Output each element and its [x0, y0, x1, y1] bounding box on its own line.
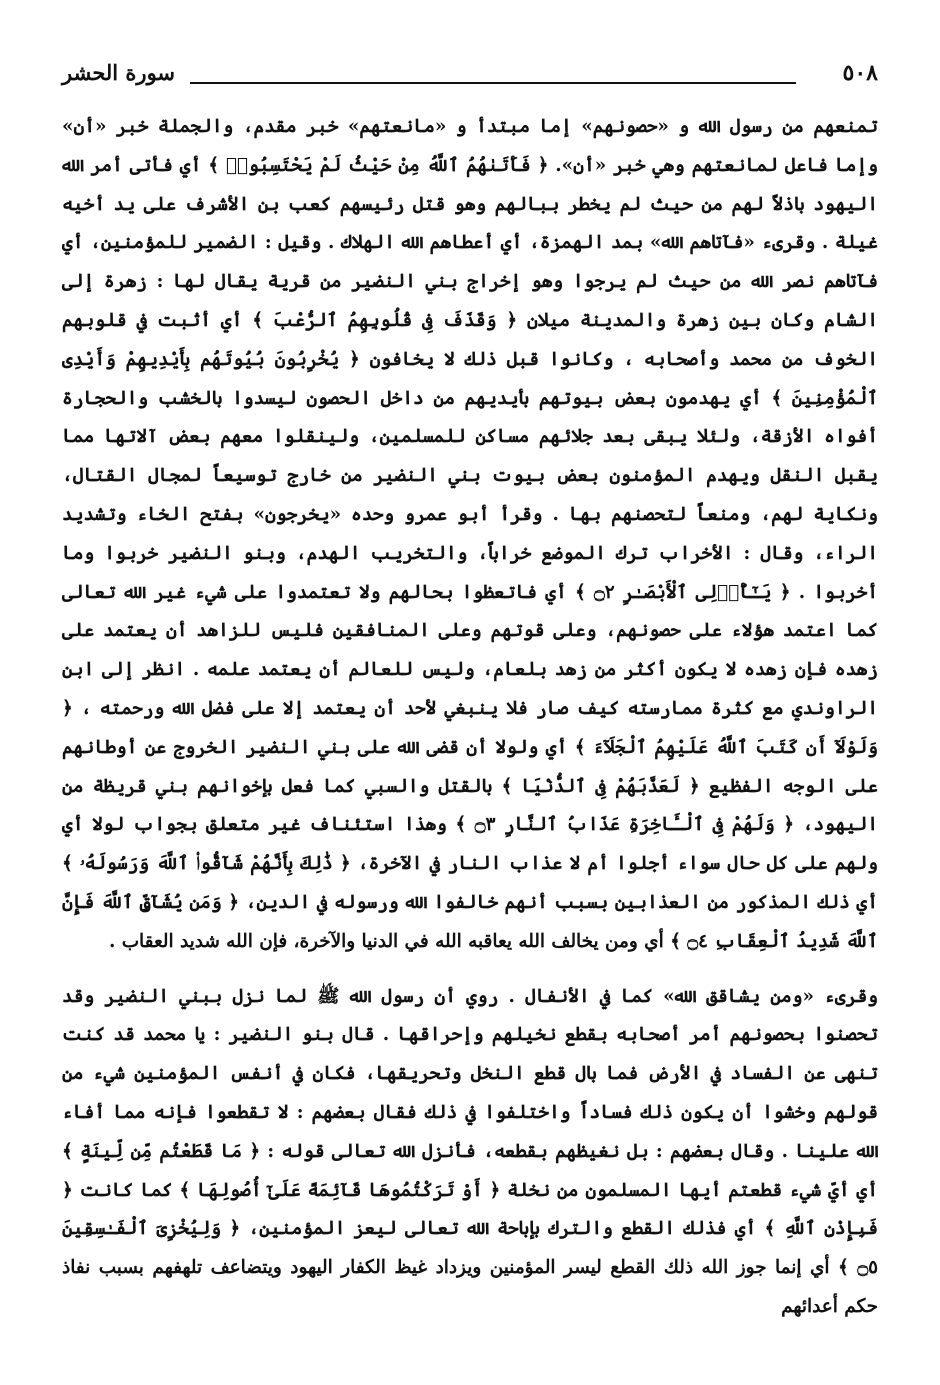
page-number: ٥٠٨	[842, 60, 878, 86]
header-rule	[190, 82, 796, 84]
page-body	[62, 108, 878, 1327]
paragraph-2: وقرىء «ومن يشاقق الله» كما في الأنفال . روي أن رسول الله ﷺ لما نزل ببني النضير وقد تحصنوا بحصونهم أمر أصحابه بقطع نخيلهم وإحراقها . قال بنو النضير : يا محمد قد كنت تنهى عن الفساد في الأرض فما بال قطع النخل وتحريقها، فكان في أنفس المؤمنين شيء من قولهم وخشوا أن يكون ذلك فساداً واختلفوا في ذلك فقال بعضهم : لا تقطعوا فإنه مما أفاء الله علينا . وقال بعضهم : بل نغيظهم بقطعه، فأنزل الله تعالى قوله : ﴿ مَا قَطَعْتُم مِّن لِّينَةٍ ﴾ أي أيّ شيء قطعتم أيها المسلمون من نخلة ﴿ أَوْ تَرَكْتُمُوهَا قَآئِمَةً عَلَىٰٓ أُصُولِهَا ﴾ كما كانت ﴿ فَبِإِذْنِ ٱللَّهِ ﴾ أي فذلك القطع والترك بإباحة الله تعالى ليعز المؤمنين، ﴿ وَلِيُخْزِىَ ٱلْفَـٰسِقِينَ ۝٥ ﴾ أي إنما جوز الله ذلك القطع ليسر المؤمنين ويزداد غيظ الكفار اليهود ويتضاعف تلهفهم بسبب نفاذ حكم أعدائهم	[62, 985, 878, 1317]
surah-name: سورة الحشر	[62, 60, 176, 85]
paragraph-1: تمنعهم من رسول الله و «حصونهم» إما مبتدأ و «مانعتهم» خبر مقدم، والجملة خبر «أن» وإما فاعل لمانعتهم وهي خبر «أن». ﴿ فَأَتَىٰهُمُ ٱللَّهُ مِنْ حَيْثُ لَمْ يَحْتَسِبُوا۟ ﴾ أي فأتى أمر الله اليهود باذلاً لهم من حيث لم يخطر ببالهم وهو قتل رئيسهم كعب بن الأشرف على يد أخيه غيلة . وقرىء «فآتاهم الله» بمد الهمزة، أي أعطاهم الله الهلاك . وقيل : الضمير للمؤمنين، أي فآتاهم نصر الله من حيث لم يرجوا وهو إخراج بني النضير من قرية يقال لها : زهرة إلى الشام وكان بين زهرة والمدينة ميلان ﴿ وَقَذَفَ فِى قُلُوبِهِمُ ٱلرُّعْبَ ﴾ أي أثبت في قلوبهم الخوف من محمد وأصحابه ، وكانوا قبل ذلك لا يخافون ﴿ يُخْرِبُونَ بُيُوتَهُم بِأَيْدِيهِمْ وَأَيْدِى ٱلْمُؤْمِنِينَ ﴾ أي يهدمون بعض بيوتهم بأيديهم من داخل الحصون ليسدوا بالخشب والحجارة أفواه الأزقة، ولئلا يبقى بعد جلائهم مساكن للمسلمين، ولينقلوا معهم بعض آلاتها مما يقبل النقل ويهدم المؤمنون بعض بيوت بني النضير من خارج توسيعاً لمجال القتال، ونكاية لهم، ومنعاً لتحصنهم بها . وقرأ أبو عمرو وحده «يخرجون» بفتح الخاء وتشديد الراء، وقال : الأخراب ترك الموضع خراباً، والتخريب الهدم، وبنو النضير خربوا وما أخربوا . ﴿ يَـٰٓأُو۟لِى ٱلْأَبْصَـٰرِ ۝٢ ﴾ أي فاتعظوا بحالهم ولا تعتمدوا على شيء غير الله تعالى كما اعتمد هؤلاء على حصونهم، وعلى قوتهم وعلى المنافقين فليس للزاهد أن يعتمد على زهده فإن زهده لا يكون أكثر من زهد بلعام، وليس للعالم أن يعتمد علمه . انظر إلى ابن الراوندي مع كثرة ممارسته كيف صار فلا ينبغي لأحد أن يعتمد إلا على فضل الله ورحمته ، ﴿ وَلَوْلَآ أَن كَتَبَ ٱللَّهُ عَلَيْهِمُ ٱلْجَلَآءَ ﴾ أي ولولا أن قضى الله على بني النضير الخروج عن أوطانهم على الوجه الفظيع ﴿ لَعَذَّبَهُمْ فِى ٱلدُّنْيَا ﴾ بالقتل والسبي كما فعل بإخوانهم بني قريظة من اليهود، ﴿ وَلَهُمْ فِى ٱلْـَٔاخِرَةِ عَذَابُ ٱلنَّارِ ۝٣ ﴾ وهذا استئناف غير متعلق بجواب لولا أي ولهم على كل حال سواء أجلوا أم لا عذاب النار في الآخرة، ﴿ ذَٰلِكَ بِأَنَّهُمْ شَآقُّوا۟ ٱللَّهَ وَرَسُولَهُۥ ﴾ أي ذلك المذكور من العذابين بسبب أنهم خالفوا الله ورسوله في الدين، ﴿ وَمَن يُشَآقِّ ٱللَّهَ فَإِنَّ ٱللَّهَ شَدِيدُ ٱلْعِقَابِ ۝٤ ﴾ أي ومن يخالف الله يعاقبه الله في الدنيا والآخرة، فإن الله شديد العقاب .	[62, 116, 878, 952]
page-header	[62, 56, 878, 96]
